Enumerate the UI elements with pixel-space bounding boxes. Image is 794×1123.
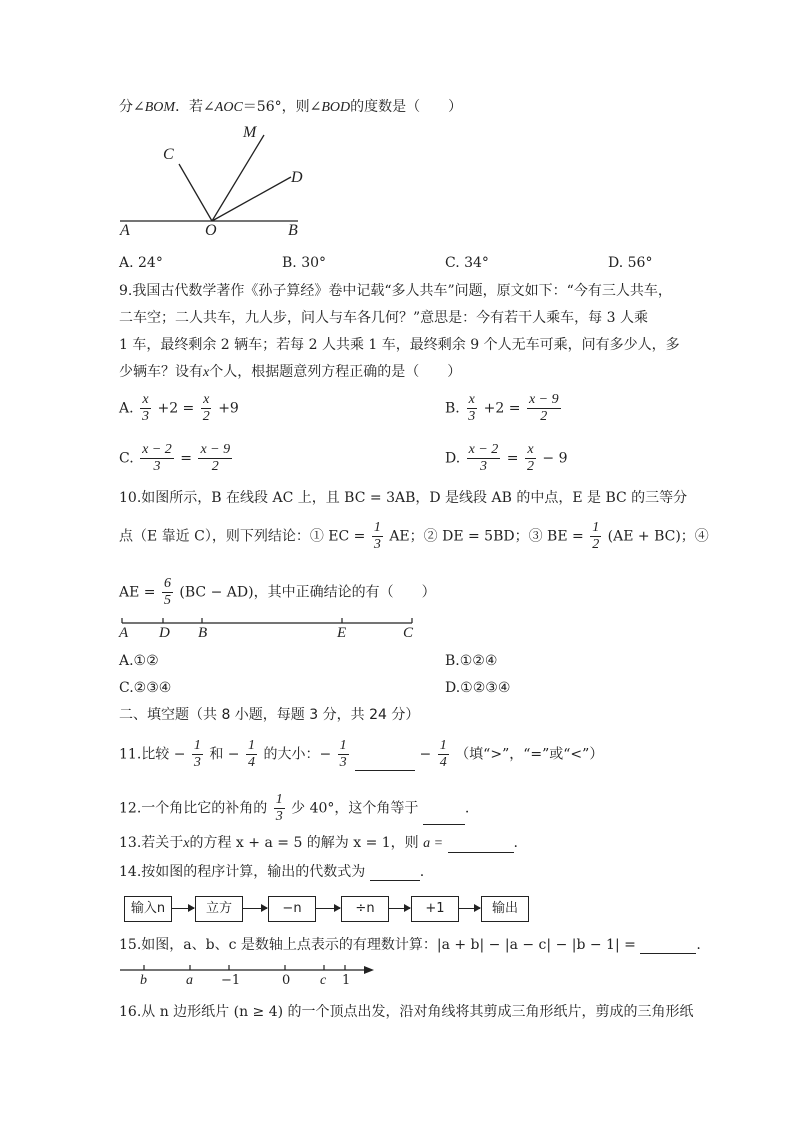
seg-label-e: E xyxy=(337,625,347,641)
label-m: M xyxy=(243,124,257,141)
q9-option-a[interactable]: A. $\frac{x}{3}$ +2 = $\frac{x}{2}$ +9 xyxy=(119,392,239,424)
flow-box-cube: 立方 xyxy=(195,896,243,922)
q10-option-a[interactable]: A.①② xyxy=(119,653,159,669)
seg-label-b: B xyxy=(198,625,208,641)
number-line-arrow-icon xyxy=(364,966,374,974)
q8-option-a[interactable]: A. 24° xyxy=(119,255,163,271)
ray-oc xyxy=(179,164,212,221)
q10-line-1: 10.如图所示，B 在线段 AC 上，且 BC = 3AB，D 是线段 AB 的中点，E 是 BC 的三等分 xyxy=(119,490,688,506)
q9-option-d[interactable]: D. $\frac{x - 2}{3}$ = $\frac{x}{2}$ − 9 xyxy=(445,442,568,474)
q10-line-3: AE = $\frac{6}{5}$ (BC − AD)，其中正确结论的有（ ） xyxy=(119,576,436,608)
flow-arrow-1 xyxy=(171,908,194,909)
q9-line-1: 9.我国古代数学著作《孙子算经》卷中记载“多人共车”问题，原文如下：“今有三人共车， xyxy=(119,283,672,299)
q10-line-2: 点（E 靠近 C），则下列结论：① EC = $\frac{1}{3}$ AE；② DE = 5BD；③ BE = $\frac{1}{2}$ (AE + BC)；④ xyxy=(119,520,709,552)
label-a: A xyxy=(120,222,130,239)
flow-arrow-4 xyxy=(388,908,410,909)
seg-label-a: A xyxy=(119,625,129,641)
q15-number-line xyxy=(118,962,378,978)
q13-answer-blank[interactable] xyxy=(448,838,514,853)
q9-line-2: 二车空；二人共车，九人步，问人与车各几何？”意思是：今有若干人乘车，每 3 人乘 xyxy=(119,310,648,326)
q15-stem: 15.如图，a、b、c 是数轴上点表示的有理数计算：|a + b| − |a − c| − |b − 1| = . xyxy=(119,937,701,953)
seg-label-d: D xyxy=(159,625,170,641)
flow-box-divide-n: ÷n xyxy=(341,896,389,922)
q15-answer-blank[interactable] xyxy=(640,939,696,954)
flow-arrow-3 xyxy=(315,908,340,909)
axis-label-a: a xyxy=(186,973,193,988)
q9-option-c[interactable]: C. $\frac{x - 2}{3}$ = $\frac{x - 9}{2}$ xyxy=(119,442,231,474)
q8-stem: 分∠BOM．若∠AOC＝56°，则∠BOD的度数是（ ） xyxy=(119,99,463,115)
flow-box-input: 输入n xyxy=(124,896,172,922)
q8-option-c[interactable]: C. 34° xyxy=(445,255,489,271)
q9-line-4: 少辆车？设有x个人，根据题意列方程正确的是（ ） xyxy=(119,364,462,380)
q12-answer-blank[interactable] xyxy=(423,810,465,825)
q8-option-d[interactable]: D. 56° xyxy=(608,255,653,271)
axis-label-c: c xyxy=(320,973,327,988)
flow-arrow-2 xyxy=(242,908,267,909)
label-d: D xyxy=(291,169,303,186)
q10-option-c[interactable]: C.②③④ xyxy=(119,680,172,696)
label-b: B xyxy=(288,222,298,239)
q11-answer-blank[interactable] xyxy=(355,756,415,771)
q12-stem: 12.一个角比它的补角的 $\frac{1}{3}$ 少 40°，这个角等于 . xyxy=(119,792,470,824)
axis-label-minus-1: −1 xyxy=(221,973,241,988)
q14-answer-blank[interactable] xyxy=(370,866,420,881)
q16-line-1: 16.从 n 边形纸片 (n ≥ 4) 的一个顶点出发，沿对角线将其剪成三角形纸片，剪成的三角形纸 xyxy=(119,1004,694,1020)
axis-label-zero: 0 xyxy=(282,973,291,988)
q10-option-d[interactable]: D.①②③④ xyxy=(445,680,511,696)
flow-box-output: 输出 xyxy=(481,896,529,922)
axis-label-b: b xyxy=(140,973,147,988)
q13-stem: 13.若关于x的方程 x + a = 5 的解为 x = 1，则 a = . xyxy=(119,835,518,851)
q9-line-3: 1 车，最终剩余 2 辆车；若每 2 人共乘 1 车，最终剩余 9 个人无车可乘，问有多少人，多 xyxy=(119,337,680,353)
ray-om xyxy=(212,135,264,221)
section-2-title: 二、填空题（共 8 小题，每题 3 分，共 24 分） xyxy=(119,707,420,723)
seg-label-c: C xyxy=(403,625,414,641)
q11-stem: 11.比较 − $\frac{1}{3}$ 和 − $\frac{1}{4}$ 的大小：− $\frac{1}{3}$ − $\frac{1}{4}$ （填“>”，“=”或“<”） xyxy=(119,738,604,770)
label-c: C xyxy=(163,146,174,163)
q10-option-b[interactable]: B.①②④ xyxy=(445,653,498,669)
ray-od xyxy=(212,177,291,221)
q9-option-b[interactable]: B. $\frac{x}{3}$ +2 = $\frac{x - 9}{2}$ xyxy=(445,392,559,424)
axis-label-one: 1 xyxy=(342,973,351,988)
q8-option-b[interactable]: B. 30° xyxy=(282,255,327,271)
flow-box-minus-n: −n xyxy=(268,896,316,922)
flow-arrow-5 xyxy=(458,908,480,909)
q14-stem: 14.按如图的程序计算，输出的代数式为 . xyxy=(119,864,425,880)
label-o: O xyxy=(205,222,217,239)
flow-box-plus-1: +1 xyxy=(411,896,459,922)
